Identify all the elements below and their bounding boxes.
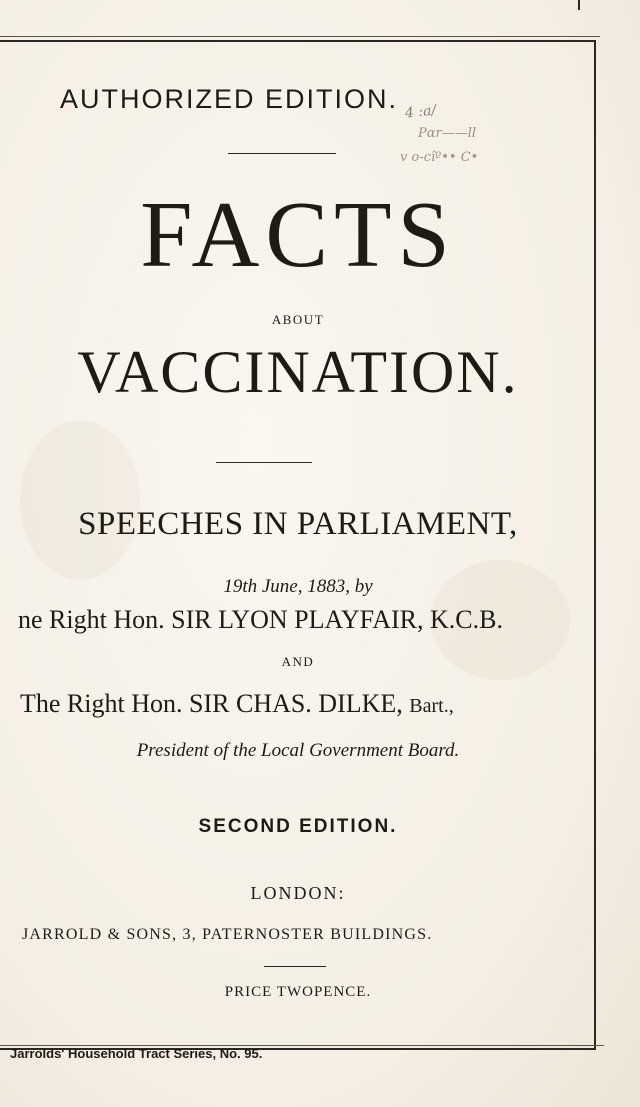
speech-date: 19th June, 1883, by bbox=[223, 576, 373, 597]
edition-label: SECOND EDITION. bbox=[198, 816, 398, 837]
handwritten-note-2: Pɑr——ll bbox=[418, 126, 477, 141]
divider-rule bbox=[216, 462, 312, 463]
imprint-city: LONDON: bbox=[250, 883, 346, 903]
speaker-dilke-name: The Right Hon. SIR CHAS. DILKE, bbox=[20, 689, 410, 718]
handwritten-note-3: v o-cîº•• C• bbox=[400, 150, 479, 165]
border-inner-rule-top bbox=[0, 36, 600, 37]
main-title: FACTS bbox=[140, 183, 456, 287]
imprint-publisher: JARROLD & SONS, 3, PATERNOSTER BUILDINGS. bbox=[22, 926, 433, 943]
price-label: PRICE TWOPENCE. bbox=[224, 984, 372, 1000]
and-connector: AND bbox=[281, 654, 315, 669]
divider-rule bbox=[228, 153, 336, 154]
speaker-dilke-title: Bart., bbox=[409, 695, 454, 717]
speeches-heading: SPEECHES IN PARLIAMENT, bbox=[78, 506, 518, 542]
subject-title: VACCINATION. bbox=[77, 339, 519, 405]
speaker-office: President of the Local Government Board. bbox=[136, 740, 460, 761]
speaker-dilke bbox=[20, 691, 454, 717]
authorized-edition-label: AUTHORIZED EDITION. bbox=[60, 84, 399, 114]
corner-mark bbox=[578, 0, 580, 10]
handwritten-note-1: 4 :a/ bbox=[404, 102, 437, 122]
speaker-playfair: ne Right Hon. SIR LYON PLAYFAIR, K.C.B. bbox=[18, 605, 503, 634]
title-connector: ABOUT bbox=[271, 312, 325, 327]
divider-rule bbox=[264, 966, 326, 967]
series-footer: Jarrolds' Household Tract Series, No. 95. bbox=[10, 1046, 263, 1061]
